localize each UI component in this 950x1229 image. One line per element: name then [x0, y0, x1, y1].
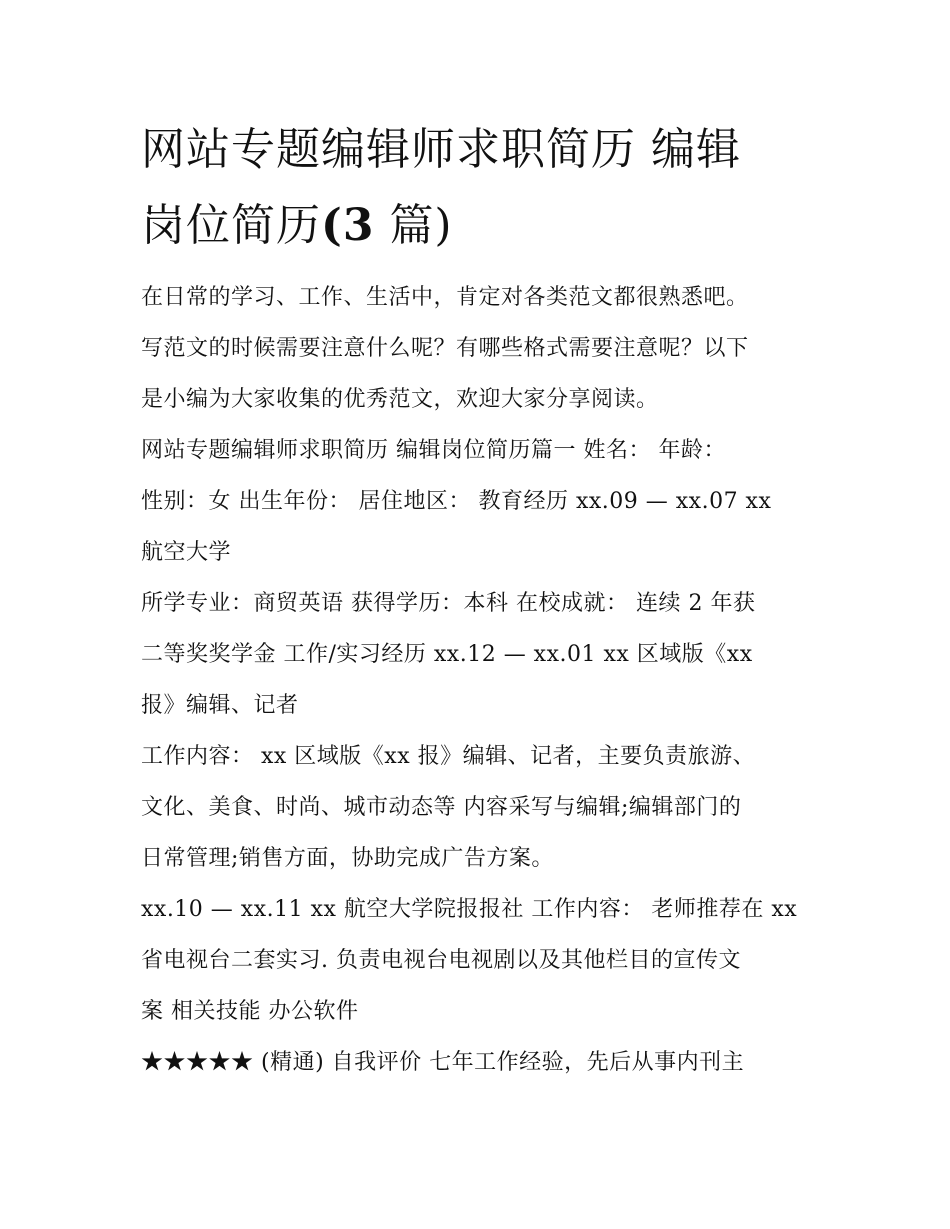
document-body — [141, 272, 811, 1088]
paragraph-line: 所学专业：商贸英语 获得学历：本科 在校成就： 连续 2 年获 — [141, 591, 756, 616]
paragraph-line: 工作内容： xx 区域版《xx 报》编辑、记者，主要负责旅游、 — [141, 744, 756, 769]
paragraph-line: 文化、美食、时尚、城市动态等 内容采写与编辑;编辑部门的 — [141, 795, 742, 820]
title-line-2-prefix: 岗位简历 — [141, 200, 321, 251]
paragraph-work-content — [141, 731, 811, 884]
paragraph-line: 网站专题编辑师求职简历 编辑岗位简历篇一 姓名： 年龄： — [141, 438, 726, 463]
paragraph-intro — [141, 272, 811, 425]
paragraph-line: 在日常的学习、工作、生活中，肯定对各类范文都很熟悉吧。 — [141, 285, 749, 310]
paragraph-line: ★★★★★ (精通) 自我评价 七年工作经验，先后从事内刊主 — [141, 1050, 745, 1075]
paragraph-line: xx.10 — xx.11 xx 航空大学院报报社 工作内容： 老师推荐在 xx — [141, 897, 798, 922]
document-page — [141, 112, 811, 1088]
paragraph-line: 写范文的时候需要注意什么呢？有哪些格式需要注意呢？以下 — [141, 336, 749, 361]
document-title — [141, 112, 811, 264]
paragraph-line: 案 相关技能 办公软件 — [141, 999, 359, 1024]
title-line-2 — [141, 188, 811, 264]
paragraph-line: 航空大学 — [141, 540, 232, 565]
title-line-1: 网站专题编辑师求职简历 编辑 — [141, 124, 741, 175]
title-line-2-suffix: 篇) — [389, 200, 453, 251]
paragraph-line: 报》编辑、记者 — [141, 693, 299, 718]
paragraph-line: 性别：女 出生年份： 居住地区： 教育经历 xx.09 — xx.07 xx — [141, 489, 772, 514]
paragraph-line: 是小编为大家收集的优秀范文，欢迎大家分享阅读。 — [141, 387, 659, 412]
paragraph-skills — [141, 1037, 811, 1088]
paragraph-line: 日常管理;销售方面，协助完成广告方案。 — [141, 846, 554, 871]
paragraph-line: 二等奖奖学金 工作/实习经历 xx.12 — xx.01 xx 区域版《xx — [141, 642, 753, 667]
title-line-2-count: (3 — [321, 200, 375, 251]
paragraph-line: 省电视台二套实习. 负责电视台电视剧以及其他栏目的宣传文 — [141, 948, 741, 973]
paragraph-internship — [141, 884, 811, 1037]
paragraph-education — [141, 578, 811, 731]
paragraph-resume-header — [141, 425, 811, 578]
